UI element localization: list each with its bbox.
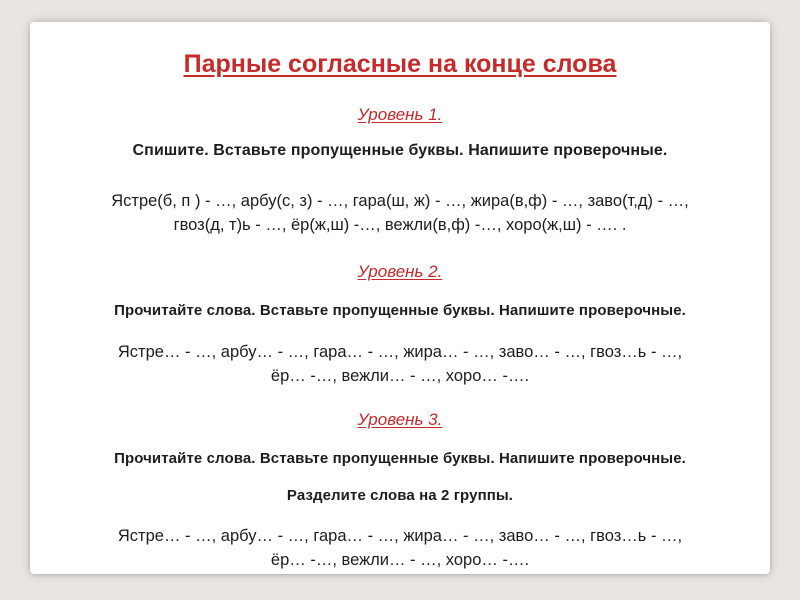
level-2-task: Прочитайте слова. Вставьте пропущенные буквы. Напишите проверочные. (114, 302, 686, 319)
level-1-task: Спишите. Вставьте пропущенные буквы. Напишите проверочные. (132, 142, 668, 159)
level-2-line-1: Ястре… - …, арбу… - …, гара… - …, жира… - …, заво… - …, гвоз…ь - …, (117, 343, 683, 361)
slide (30, 22, 770, 574)
level-3-line-2: ёр… -…, вежли… - …, хоро… -…. (270, 551, 530, 569)
level-3-task-2: Разделите слова на 2 группы. (286, 487, 514, 504)
level-2-line-2: ёр… -…, вежли… - …, хоро… -…. (270, 367, 530, 385)
level-1-line-1: Ястре(б, п ) - …, арбу(с, з) - …, гара(ш, ж) - …, жира(в,ф) - …, заво(т,д) - …, (111, 192, 689, 210)
slide-title: Парные согласные на конце слова (183, 50, 617, 78)
level-2-exercise (40, 340, 760, 388)
level-1-exercise (40, 189, 760, 237)
level-3-heading: Уровень 3. (357, 410, 443, 429)
level-2-heading: Уровень 2. (357, 262, 443, 281)
level-3-line-1: Ястре… - …, арбу… - …, гара… - …, жира… - …, заво… - …, гвоз…ь - …, (117, 527, 683, 545)
level-1-heading: Уровень 1. (357, 105, 443, 124)
level-1-line-2: гвоз(д, т)ь - …, ёр(ж,ш) -…, вежли(в,ф) -…, хоро(ж,ш) - …. . (173, 216, 627, 234)
level-3-exercise (40, 524, 760, 572)
level-3-task: Прочитайте слова. Вставьте пропущенные буквы. Напишите проверочные. (114, 450, 686, 467)
